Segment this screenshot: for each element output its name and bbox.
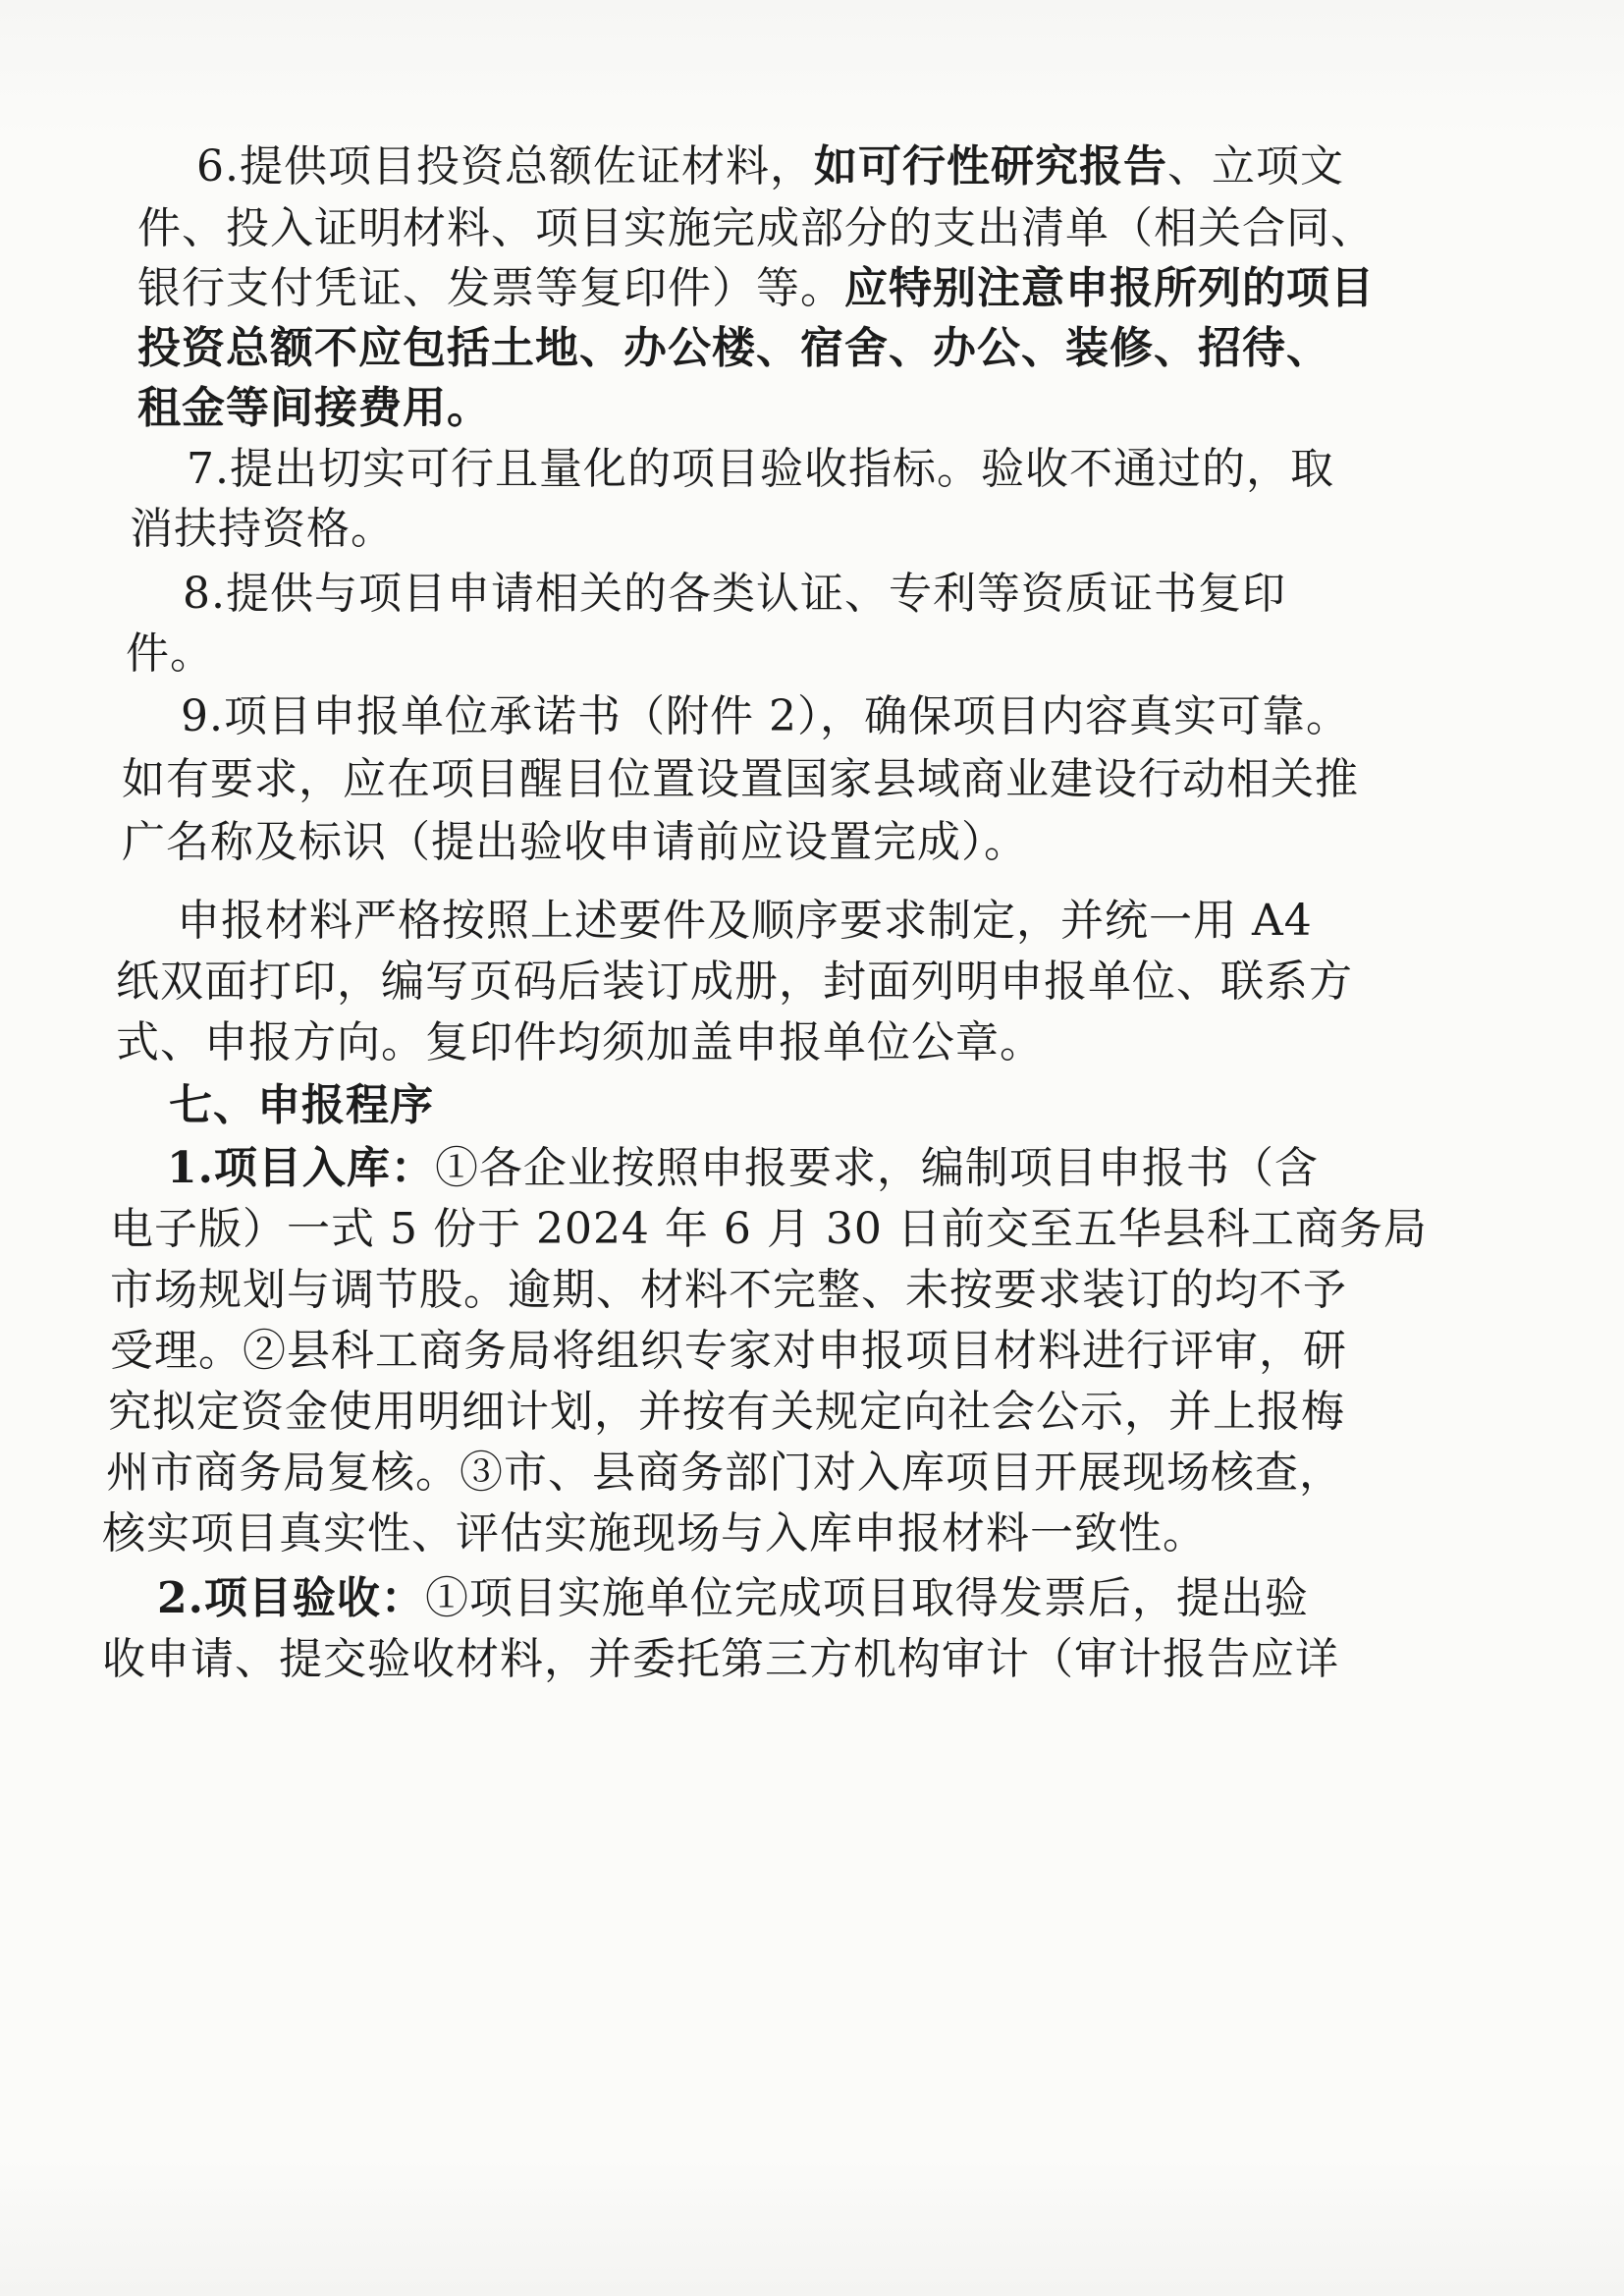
item9-line1: 9.项目申报单位承诺书（附件 2），确保项目内容真实可靠。 — [181, 691, 1350, 741]
item9-line2: 如有要求，应在项目醒目位置设置国家县域商业建设行动相关推 — [122, 754, 1359, 804]
item6-line2: 件、投入证明材料、项目实施完成部分的支出清单（相关合同、 — [137, 203, 1375, 253]
item6-line3: 银行支付凭证、发票等复印件）等。应特别注意申报所列的项目 — [137, 263, 1375, 313]
step2-line1: 2.项目验收：①项目实施单位完成项目取得发票后，提出验 — [157, 1573, 1309, 1623]
step1-line6: 州市商务局复核。③市、县商务部门对入库项目开展现场核查， — [106, 1448, 1343, 1498]
materials-note-line3: 式、申报方向。复印件均须加盖申报单位公章。 — [116, 1017, 1044, 1067]
item9-line3: 广名称及标识（提出验收申请前应设置完成）。 — [122, 817, 1028, 867]
section-heading: 七、申报程序 — [169, 1080, 434, 1130]
item7-line2: 消扶持资格。 — [130, 504, 395, 554]
step1-line5: 究拟定资金使用明细计划，并按有关规定向社会公示，并上报梅 — [108, 1387, 1345, 1437]
item7-line1: 7.提出切实可行且量化的项目验收指标。验收不通过的，取 — [187, 444, 1334, 494]
item8-line2: 件。 — [126, 629, 214, 679]
step1-line2: 电子版）一式 5 份于 2024 年 6 月 30 日前交至五华县科工商务局 — [110, 1204, 1428, 1254]
materials-note-line1: 申报材料严格按照上述要件及顺序要求制定，并统一用 A4 — [177, 896, 1313, 946]
step1-line7: 核实项目真实性、评估实施现场与入库申报材料一致性。 — [102, 1508, 1207, 1558]
item8-line1: 8.提供与项目申请相关的各类认证、专利等资质证书复印 — [183, 569, 1286, 619]
item6-line5: 租金等间接费用。 — [137, 383, 491, 433]
item6-line4: 投资总额不应包括土地、办公楼、宿舍、办公、装修、招待、 — [137, 323, 1330, 373]
step2-line2: 收申请、提交验收材料，并委托第三方机构审计（审计报告应详 — [102, 1634, 1339, 1684]
step1-line3: 市场规划与调节股。逾期、材料不完整、未按要求装订的均不予 — [110, 1265, 1347, 1315]
materials-note-line2: 纸双面打印，编写页码后装订成册，封面列明申报单位、联系方 — [116, 957, 1353, 1007]
step1-line1: 1.项目入库：①各企业按照申报要求，编制项目申报书（含 — [167, 1143, 1319, 1193]
item6-line1: 6.提供项目投资总额佐证材料，如可行性研究报告、立项文 — [196, 141, 1344, 191]
step1-line4: 受理。②县科工商务局将组织专家对申报项目材料进行评审，研 — [110, 1326, 1347, 1376]
